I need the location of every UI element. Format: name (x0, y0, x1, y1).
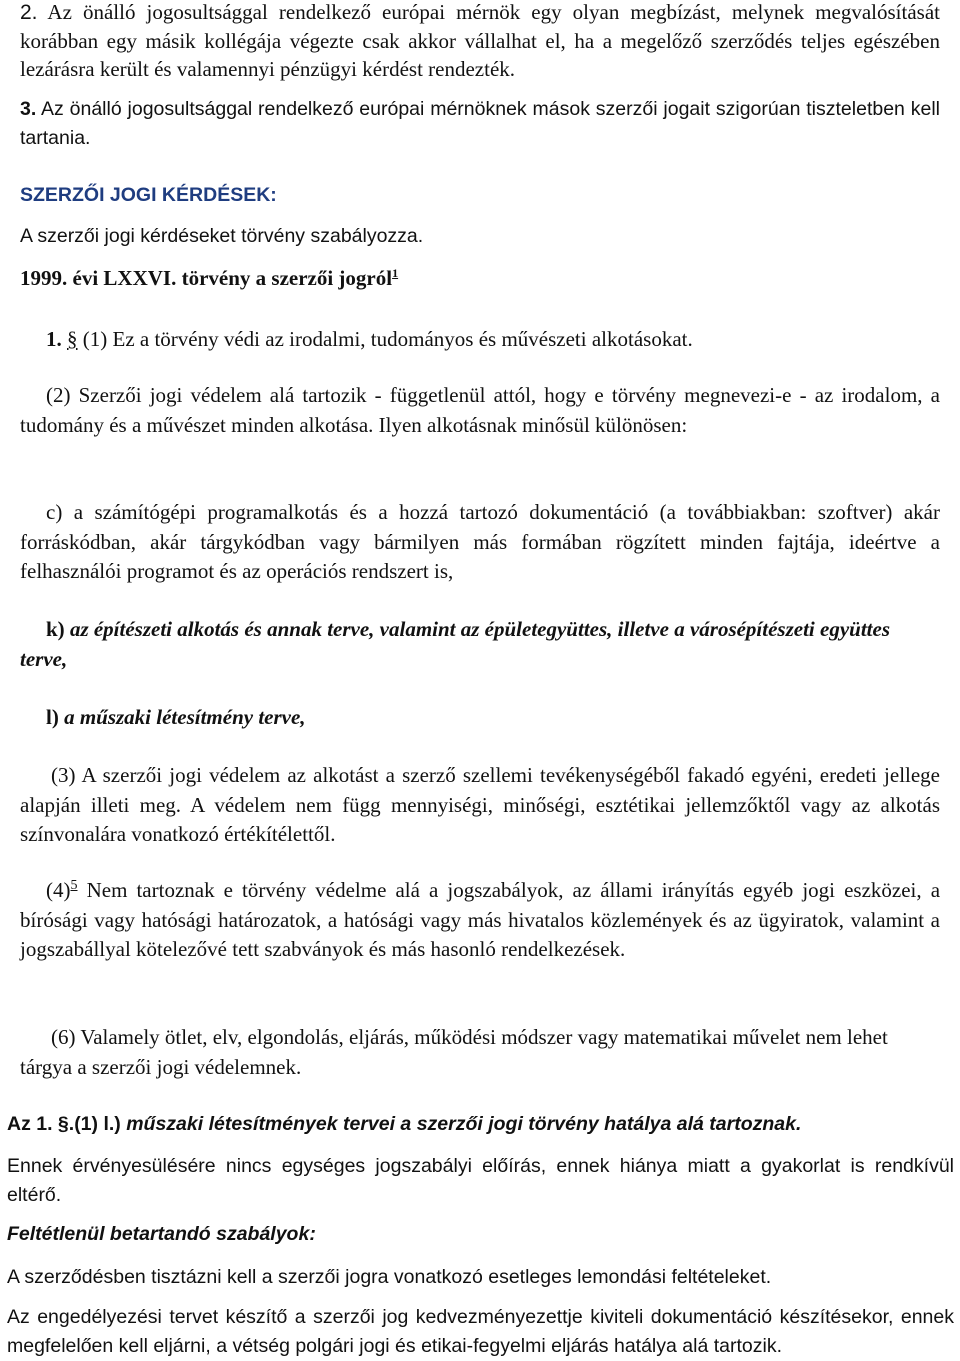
law-title-footnote: 1 (392, 266, 399, 280)
rule-1: A szerződésben tisztázni kell a szerzői jogra vonatkozó esetleges lemondási feltételeket. (7, 1266, 772, 1288)
law-title (20, 264, 940, 294)
section-intro: A szerzői jogi kérdéseket törvény szabályozza. (20, 225, 424, 247)
point-l (46, 703, 940, 733)
point-c: c) a számítógépi programalkotás és a hozzá tartozó dokumentáció (a továbbiakban: szoftver) akár forráskódban, akár tárgykódban vagy bármilyen más formában rögzített minden fajtája, ideértve a felhasználói programot és az operációs rendszert is, (20, 500, 940, 583)
paragraph-6: (6) Valamely ötlet, elv, elgondolás, eljárás, működési módszer vagy matematikai művelet nem lehet tárgya a szerzői jogi védelemnek. (20, 1025, 888, 1079)
summary (7, 1110, 947, 1139)
point-k (20, 615, 940, 674)
law-title-text: 1999. évi LXXVI. törvény a szerzői jogról (20, 266, 393, 290)
item-3-text: Az önálló jogosultsággal rendelkező európai mérnöknek mások szerzői jogait szigorúan tiszteletben kell tartania. (20, 98, 941, 149)
section-sign: § (67, 327, 78, 351)
paragraph-4-text: Nem tartoznak e törvény védelme alá a jogszabályok, az állami irányítás egyéb jogi eszközei, a bírósági vagy hatósági határozatok, a hatósági vagy más hivatalos közlemények és az ügyiratok, valamint a jogszabállyal kötelezővé tett szabványok és más hasonló rendelkezések. (20, 878, 941, 961)
summary-text: műszaki létesítmények tervei a szerzői jogi törvény hatálya alá tartoznak. (126, 1113, 802, 1135)
paragraph-1-number: 1. (46, 327, 62, 351)
point-l-text: a műszaki létesítmény terve, (64, 705, 306, 729)
item-2-text: Az önálló jogosultsággal rendelkező európai mérnök egy olyan megbízást, melynek megvalósítását korábban egy másik kollégája végezte csak akkor vállalhat el, ha a megelőző szerződés teljes egészében lezárásra került és valamennyi pénzügyi kérdést rendezték. (20, 0, 940, 81)
paragraph-2: (2) Szerzői jogi védelem alá tartozik - függetlenül attól, hogy e törvény megnevezi-e - az irodalom, a tudomány és a művészet minden alkotása. Ilyen alkotásnak minősül különösen: (20, 383, 940, 437)
paragraph-4-footnote: 5 (70, 878, 78, 893)
item-3 (20, 95, 940, 153)
paragraph-4-prefix: (4) (46, 878, 71, 902)
paragraph-1-text: (1) Ez a törvény védi az irodalmi, tudományos és művészeti alkotásokat. (82, 327, 693, 351)
item-2-number: 2. (20, 1, 38, 24)
rule-2: Az engedélyezési tervet készítő a szerzői jog kedvezményezettje kiviteli dokumentáció készítésekor, ennek megfelelően kell eljárni, a vétség polgári jogi és etikai-fegyelmi eljárás hatálya alá tartozik. (7, 1306, 954, 1357)
item-3-number: 3. (20, 98, 37, 120)
point-k-letter: k) (46, 617, 65, 641)
item-2 (20, 0, 940, 83)
note: Ennek érvényesülésére nincs egységes jogszabályi előírás, ennek hiánya miatt a gyakorlat is rendkívül eltérő. (7, 1155, 954, 1206)
rules-heading: Feltétlenül betartandó szabályok: (7, 1223, 316, 1245)
point-k-text: az építészeti alkotás és annak terve, valamint az épületegyüttes, illetve a városépítészeti együttes terve, (20, 617, 890, 671)
point-l-letter: l) (46, 705, 59, 729)
paragraph-3: (3) A szerzői jogi védelem az alkotást a szerző szellemi tevékenységéből fakadó egyéni, eredeti jellege alapján illeti meg. A védelem nem függ mennyiségi, minőségi, esztétikai jellemzőktől vagy az alkotás színvonalára vonatkozó értékítélettől. (20, 763, 940, 846)
section-heading: SZERZŐI JOGI KÉRDÉSEK: (20, 184, 277, 206)
paragraph-4 (20, 876, 940, 965)
summary-ref: Az 1. §.(1) l.) (7, 1113, 121, 1135)
paragraph-1 (46, 325, 940, 355)
